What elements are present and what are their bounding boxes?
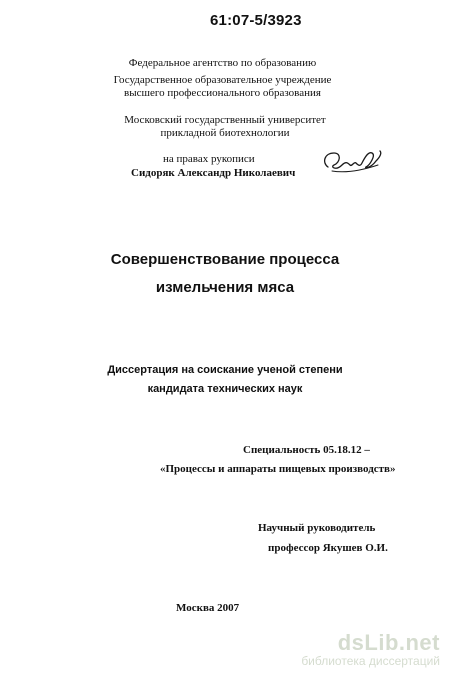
degree-line-2: кандидата технических наук xyxy=(147,383,303,395)
agency-line: Федеральное агентство по образованию xyxy=(128,57,317,69)
archive-stamp-number: 61:07-5/3923 xyxy=(210,12,302,29)
specialty-code: Специальность 05.18.12 – xyxy=(243,444,370,456)
watermark xyxy=(301,630,440,668)
dissertation-title-line-1: Совершенствование процесса xyxy=(110,251,340,268)
watermark-tagline: библиотека диссертаций xyxy=(301,654,440,668)
manuscript-rights-label: на правах рукописи xyxy=(163,153,255,165)
author-name: Сидоряк Александр Николаевич xyxy=(131,167,296,179)
supervisor-label: Научный руководитель xyxy=(258,522,376,534)
watermark-logo: dsLib.net xyxy=(337,630,440,655)
institution-line-1: Государственное образовательное учреждение xyxy=(113,74,332,86)
university-line-2: прикладной биотехнологии xyxy=(160,127,290,139)
place-and-year: Москва 2007 xyxy=(176,602,240,614)
handwritten-signature xyxy=(320,145,385,181)
degree-line-1: Диссертация на соискание ученой степени xyxy=(107,364,343,376)
specialty-name: «Процессы и аппараты пищевых производств» xyxy=(160,463,396,475)
supervisor-name: профессор Якушев О.И. xyxy=(268,542,388,554)
dissertation-title-line-2: измельчения мяса xyxy=(155,279,295,296)
university-line-1: Московский государственный университет xyxy=(124,114,326,126)
institution-line-2: высшего профессионального образования xyxy=(124,87,321,99)
